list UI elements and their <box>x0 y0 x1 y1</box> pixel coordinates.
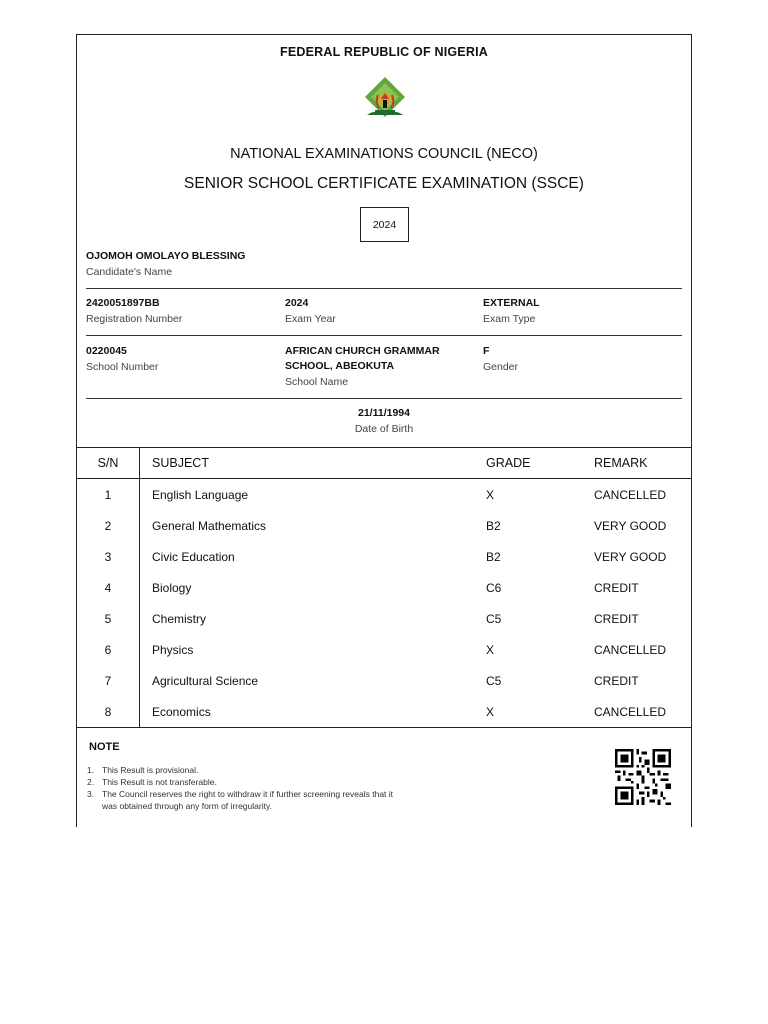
date-of-birth: 21/11/1994 <box>358 407 410 419</box>
note-number: 3. <box>87 789 95 799</box>
exam-title: SENIOR SCHOOL CERTIFICATE EXAMINATION (SSCE) <box>184 175 584 192</box>
exam-year-value: 2024 <box>285 297 309 309</box>
qr-code-icon <box>615 749 671 805</box>
table-row <box>77 572 691 603</box>
divider <box>86 398 682 399</box>
divider <box>86 288 682 289</box>
note-list <box>87 764 402 812</box>
exam-type-value: EXTERNAL <box>483 297 540 309</box>
coat-of-arms-icon <box>361 75 409 123</box>
school-number-label: School Number <box>86 361 159 373</box>
table-header-row <box>77 448 691 479</box>
note-number: 2. <box>87 777 95 787</box>
row-subject: General Mathematics <box>152 518 267 533</box>
row-remark: CREDIT <box>594 611 639 626</box>
exam-year-box: 2024 <box>360 207 409 242</box>
note-number: 1. <box>87 765 95 775</box>
candidate-name: OJOMOH OMOLAYO BLESSING <box>86 250 246 262</box>
row-grade: C5 <box>486 611 502 626</box>
row-subject: Economics <box>140 696 487 728</box>
row-subject: Civic Education <box>152 549 235 564</box>
note-text: This Result is provisional. <box>102 765 199 775</box>
row-sn: 6 <box>77 634 140 665</box>
row-sn: 7 <box>77 665 140 696</box>
row-remark: CREDIT <box>594 580 639 595</box>
result-document <box>76 34 692 827</box>
row-remark: CANCELLED <box>594 642 667 657</box>
header-sn: S/N <box>77 448 140 479</box>
exam-type-label: Exam Type <box>483 313 536 325</box>
school-name-line-1: AFRICAN CHURCH GRAMMAR <box>285 345 440 357</box>
list-item <box>87 788 402 812</box>
row-sn: 4 <box>77 572 140 603</box>
note-text: The Council reserves the right to withdraw it if further screening reveals that it was obtained through any form of irregularity. <box>102 789 394 811</box>
note-text: This Result is not transferable. <box>102 777 217 787</box>
header-grade: GRADE <box>486 448 594 479</box>
registration-number: 2420051897BB <box>86 297 160 309</box>
gender-label: Gender <box>483 361 519 373</box>
divider <box>86 335 682 336</box>
list-item <box>87 764 402 776</box>
row-remark: CREDIT <box>594 673 639 688</box>
row-remark: CANCELLED <box>594 487 667 502</box>
table-row <box>77 541 691 572</box>
exam-year-label: Exam Year <box>285 313 336 325</box>
table-row <box>77 634 691 665</box>
row-subject: Biology <box>152 580 192 595</box>
row-remark: VERY GOOD <box>594 549 667 564</box>
school-name-line-2: SCHOOL, ABEOKUTA <box>285 360 395 372</box>
row-sn: 3 <box>77 541 140 572</box>
row-subject: Chemistry <box>152 611 207 626</box>
registration-number-label: Registration Number <box>86 313 183 325</box>
table-row <box>77 603 691 634</box>
note-title: NOTE <box>89 741 120 753</box>
row-grade: X <box>486 696 594 728</box>
list-item <box>87 776 402 788</box>
date-of-birth-label: Date of Birth <box>354 423 414 435</box>
row-remark: CANCELLED <box>594 696 691 728</box>
row-grade: C5 <box>486 673 502 688</box>
country-title: FEDERAL REPUBLIC OF NIGERIA <box>280 45 488 59</box>
row-sn: 5 <box>77 603 140 634</box>
school-name-label: School Name <box>285 376 349 388</box>
row-sn: 2 <box>77 510 140 541</box>
header-subject: SUBJECT <box>140 448 487 479</box>
council-name: NATIONAL EXAMINATIONS COUNCIL (NECO) <box>230 146 538 162</box>
table-row <box>77 510 691 541</box>
row-subject: Agricultural Science <box>152 673 259 688</box>
table-row <box>77 665 691 696</box>
table-row <box>77 696 691 728</box>
header-remark: REMARK <box>594 448 691 479</box>
gender-value: F <box>483 345 490 357</box>
row-sn: 8 <box>77 696 140 728</box>
row-grade: X <box>486 642 495 657</box>
row-grade: B2 <box>486 549 501 564</box>
row-sn: 1 <box>77 479 140 511</box>
row-remark: VERY GOOD <box>594 518 667 533</box>
school-number: 0220045 <box>86 345 127 357</box>
row-subject: Physics <box>152 642 194 657</box>
table-row <box>77 479 691 511</box>
row-grade: X <box>486 487 495 502</box>
results-table <box>77 447 691 728</box>
row-grade: C6 <box>486 580 502 595</box>
row-grade: B2 <box>486 518 501 533</box>
row-subject: English Language <box>152 487 249 502</box>
candidate-name-label: Candidate's Name <box>86 266 173 278</box>
